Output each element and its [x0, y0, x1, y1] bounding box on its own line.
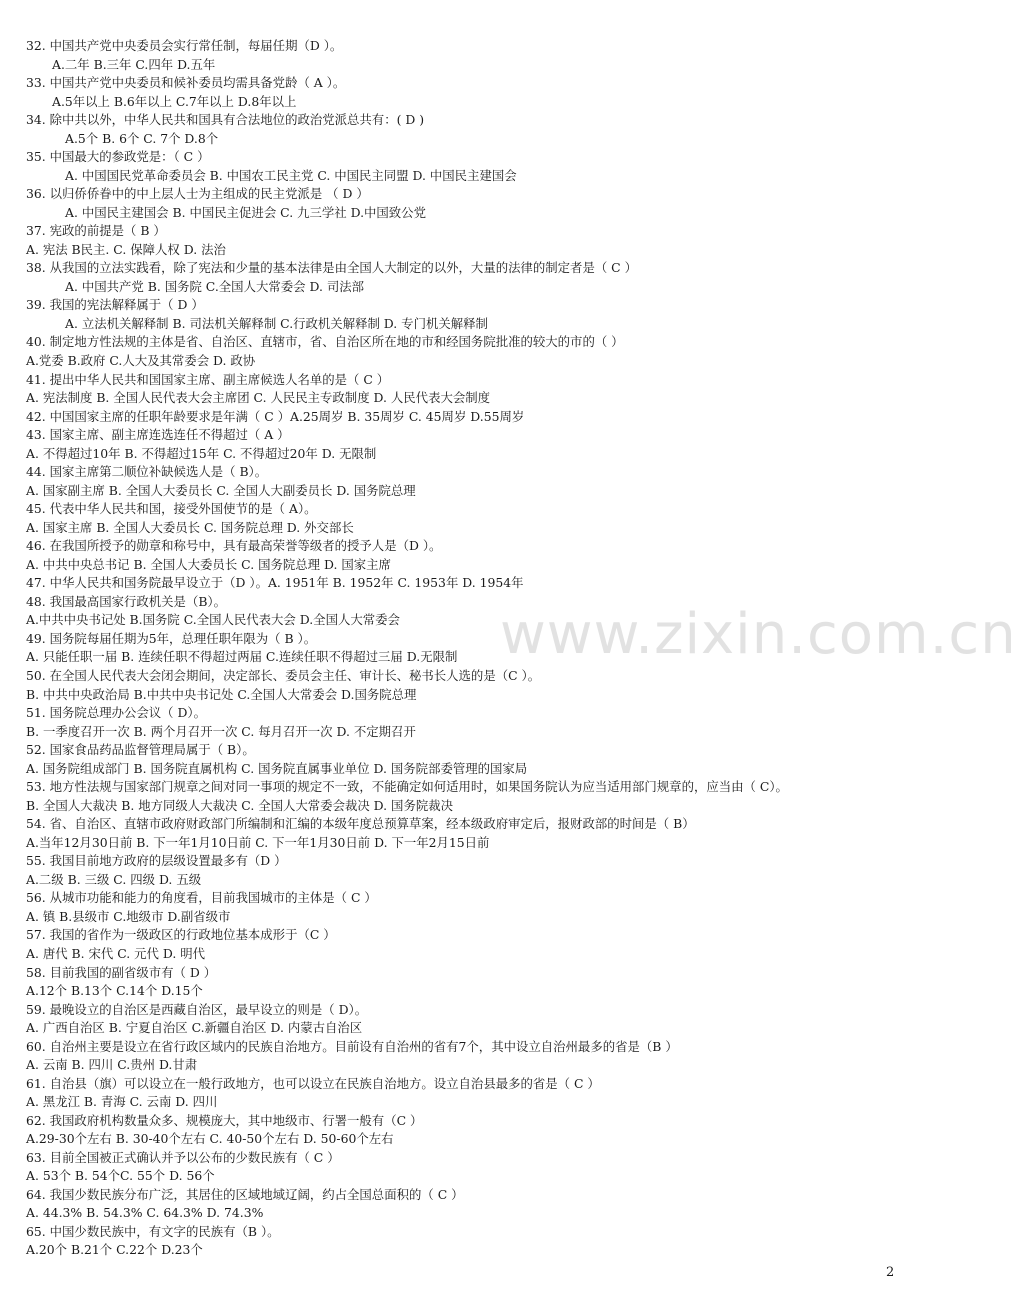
question-line: 43. 国家主席、副主席连选连任不得超过（ A ）: [26, 427, 290, 443]
question-line: 32. 中国共产党中央委员会实行常任制，每届任期（D ）。: [26, 38, 343, 53]
question-line: 54. 省、自治区、直辖市政府财政部门所编制和汇编的本级年度总预算草案，经本级政府审定后，报财政部的时间是（ B）: [26, 816, 695, 832]
question-line: 42. 中国国家主席的任职年龄要求是年满（ C ）A.25周岁 B. 35周岁 C. 45周岁 D.55周岁: [26, 408, 525, 424]
question-line: 41. 提出中华人民共和国国家主席、副主席候选人名单的是（ C ）: [26, 371, 390, 387]
options-line: A. 宪法制度 B. 全国人民代表大会主席团 C. 人民民主专政制度 D. 人民代表大会制度: [26, 390, 491, 406]
question-line: 57. 我国的省作为一级政区的行政地位基本成形于（C ）: [26, 927, 336, 943]
options-line: A. 广西自治区 B. 宁夏自治区 C.新疆自治区 D. 内蒙古自治区: [26, 1020, 363, 1036]
options-line: A. 中国共产党 B. 国务院 C.全国人大常委会 D. 司法部: [65, 278, 365, 294]
question-line: 38. 从我国的立法实践看，除了宪法和少量的基本法律是由全国人大制定的以外，大量的法律的制定者是（ C ）: [26, 260, 637, 276]
question-line: 62. 我国政府机构数量众多、规模庞大，其中地级市、行署一般有（C ）: [26, 1112, 423, 1128]
question-line: 34. 除中共以外，中华人民共和国具有合法地位的政治党派总共有：( D ): [26, 112, 425, 128]
options-line: A. 云南 B. 四川 C.贵州 D.甘肃: [26, 1057, 198, 1073]
watermark-text: www.zixin.com.cn: [500, 602, 1017, 667]
options-line: A.二年 B.三年 C.四年 D.五年: [52, 56, 216, 72]
question-line: 39. 我国的宪法解释属于（ D ）: [26, 297, 204, 313]
options-line: A.20个 B.21个 C.22个 D.23个: [26, 1242, 203, 1258]
question-line: 44. 国家主席第二顺位补缺候选人是（ B）。: [26, 464, 268, 480]
question-line: 36. 以归侨侨眷中的中上层人士为主组成的民主党派是 （ D ）: [26, 186, 369, 202]
question-line: 55. 我国目前地方政府的层级设置最多有（D ）: [26, 853, 287, 869]
options-line: A.二级 B. 三级 C. 四级 D. 五级: [26, 871, 202, 887]
options-line: A. 国务院组成部门 B. 国务院直属机构 C. 国务院直属事业单位 D. 国务院部委管理的国家局: [26, 760, 528, 776]
options-line: A. 中国国民党革命委员会 B. 中国农工民主党 C. 中国民主同盟 D. 中国民主建国会: [65, 167, 517, 183]
options-line: A. 国家主席 B. 全国人大委员长 C. 国务院总理 D. 外交部长: [26, 519, 354, 535]
options-line: A. 不得超过10年 B. 不得超过15年 C. 不得超过20年 D. 无限制: [26, 445, 377, 461]
options-line: A. 中国民主建国会 B. 中国民主促进会 C. 九三学社 D.中国致公党: [65, 204, 426, 220]
question-line: 60. 自治州主要是设立在省行政区域内的民族自治地方。目前设有自治州的省有7个，其中设立自治州最多的省是（B ）: [26, 1038, 678, 1054]
options-line: A. 唐代 B. 宋代 C. 元代 D. 明代: [26, 945, 206, 961]
question-line: 49. 国务院每届任期为5年，总理任职年限为（ B ）。: [26, 630, 317, 646]
options-line: A. 立法机关解释制 B. 司法机关解释制 C.行政机关解释制 D. 专门机关解释制: [65, 315, 488, 331]
options-line: A.5年以上 B.6年以上 C.7年以上 D.8年以上: [52, 93, 297, 109]
options-line: B. 一季度召开一次 B. 两个月召开一次 C. 每月召开一次 D. 不定期召开: [26, 723, 416, 739]
options-line: A.12个 B.13个 C.14个 D.15个: [26, 983, 203, 999]
question-line: 52. 国家食品药品监督管理局属于（ B）。: [26, 742, 255, 758]
question-line: 51. 国务院总理办公会议（ D）。: [26, 705, 207, 721]
question-line: 47. 中华人民共和国务院最早设立于（D ）。A. 1951年 B. 1952年 C. 1953年 D. 1954年: [26, 575, 524, 591]
question-line: 50. 在全国人民代表大会闭会期间，决定部长、委员会主任、审计长、秘书长人选的是（C ）。: [26, 668, 541, 684]
options-line: A. 中共中央总书记 B. 全国人大委员长 C. 国务院总理 D. 国家主席: [26, 556, 391, 572]
question-line: 65. 中国少数民族中，有文字的民族有（B ）。: [26, 1223, 280, 1239]
question-line: 61. 自治县（旗）可以设立在一般行政地方，也可以设立在民族自治地方。设立自治县最多的省是（ C ）: [26, 1075, 600, 1091]
options-line: A. 黑龙江 B. 青海 C. 云南 D. 四川: [26, 1094, 218, 1110]
question-line: 37. 宪政的前提是（ B ）: [26, 223, 166, 239]
question-line: 46. 在我国所授予的勋章和称号中，具有最高荣誉等级者的授予人是（D ）。: [26, 538, 442, 554]
options-line: A.中共中央书记处 B.国务院 C.全国人民代表大会 D.全国人大常委会: [26, 612, 400, 628]
question-line: 58. 目前我国的副省级市有（ D ）: [26, 964, 217, 980]
question-line: 45. 代表中华人民共和国，接受外国使节的是（ A）。: [26, 501, 317, 517]
question-line: 64. 我国少数民族分布广泛，其居住的区域地域辽阔，约占全国总面积的（ C ）: [26, 1186, 464, 1202]
options-line: B. 中共中央政治局 B.中共中央书记处 C.全国人大常委会 D.国务院总理: [26, 686, 417, 702]
question-line: 59. 最晚设立的自治区是西藏自治区，最早设立的则是（ D）。: [26, 1001, 368, 1017]
page-number: 2: [886, 1265, 895, 1280]
question-line: 63. 目前全国被正式确认并予以公布的少数民族有（ C ）: [26, 1149, 340, 1165]
options-line: A. 44.3% B. 54.3% C. 64.3% D. 74.3%: [26, 1205, 264, 1221]
options-line: A. 镇 B.县级市 C.地级市 D.副省级市: [26, 908, 231, 924]
options-line: B. 全国人大裁决 B. 地方同级人大裁决 C. 全国人大常委会裁决 D. 国务院裁决: [26, 797, 454, 813]
options-line: A.当年12月30日前 B. 下一年1月10日前 C. 下一年1月30日前 D. 下一年2月15日前: [26, 834, 490, 850]
options-line: A.29-30个左右 B. 30-40个左右 C. 40-50个左右 D. 50-60个左右: [26, 1131, 394, 1147]
question-line: 48. 我国最高国家行政机关是（B）。: [26, 593, 227, 609]
question-line: 35. 中国最大的参政党是：（ C ）: [26, 149, 210, 165]
options-line: A. 国家副主席 B. 全国人大委员长 C. 全国人大副委员长 D. 国务院总理: [26, 482, 416, 498]
options-line: A.5个 B. 6个 C. 7个 D.8个: [65, 130, 219, 146]
question-line: 33. 中国共产党中央委员和候补委员均需具备党龄（ A ）。: [26, 75, 346, 91]
question-line: 56. 从城市功能和能力的角度看，目前我国城市的主体是（ C ）: [26, 890, 377, 906]
options-line: A.党委 B.政府 C.人大及其常委会 D. 政协: [26, 353, 256, 368]
options-line: A. 只能任职一届 B. 连续任职不得超过两届 C.连续任职不得超过三届 D.无限制: [26, 649, 458, 665]
question-line: 40. 制定地方性法规的主体是省、自治区、直辖市，省、自治区所在地的市和经国务院批准的较大的市的（ ）: [26, 334, 624, 350]
options-line: A. 53个 B. 54个C. 55个 D. 56个: [26, 1168, 215, 1184]
options-line: A. 宪法 B民主. C. 保障人权 D. 法治: [26, 241, 226, 257]
question-line: 53. 地方性法规与国家部门规章之间对同一事项的规定不一致，不能确定如何适用时，如果国务院认为应当适用部门规章的，应当由（ C）。: [26, 779, 788, 795]
